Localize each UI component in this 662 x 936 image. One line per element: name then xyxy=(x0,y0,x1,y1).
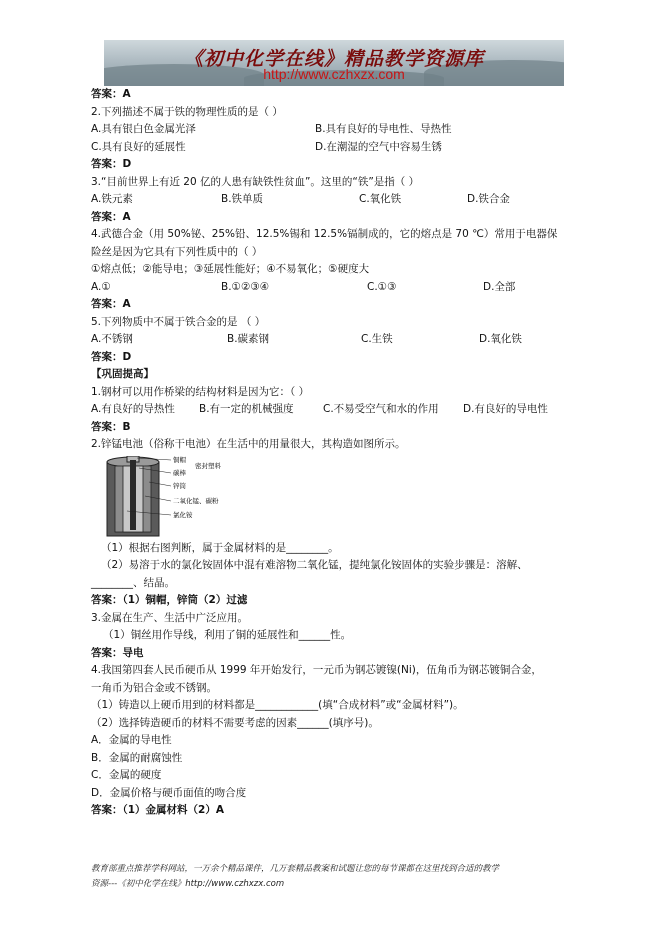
practice-2-part1: （1）根据右图判断，属于金属材料的是________。 xyxy=(101,541,339,554)
option-d: D.全部 xyxy=(483,280,516,293)
document-body xyxy=(91,86,591,820)
option-c: C.具有良好的延展性 xyxy=(91,140,186,153)
footer-line-2: 资源---《初中化学在线》http://www.czhxzx.com xyxy=(91,879,285,889)
option-a: A.有良好的导热性 xyxy=(91,403,175,415)
option-a: A.铁元素 xyxy=(91,193,133,205)
answer-1: 答案：A xyxy=(91,88,131,100)
label-carbon-rod: 碳棒 xyxy=(173,468,186,477)
practice-3-part1: （1）铜丝用作导线，利用了铜的延展性和______性。 xyxy=(103,629,352,641)
practice-4-line2: 一角币为铝合金或不锈钢。 xyxy=(91,681,217,694)
label-mno2-carbon: 二氧化锰、碳粉 xyxy=(173,496,219,505)
practice-1: 1.钢材可以用作桥梁的结构材料是因为它：（ ） xyxy=(91,385,310,398)
dry-cell-battery-diagram xyxy=(105,456,235,538)
practice-4-option-b: B．金属的耐腐蚀性 xyxy=(91,751,183,764)
question-5-options xyxy=(91,331,591,349)
answer-3: 答案：A xyxy=(91,210,131,223)
answer-2: 答案：D xyxy=(91,158,132,170)
practice-1-options xyxy=(91,401,591,419)
question-2-options-row1 xyxy=(91,121,591,139)
header-banner xyxy=(104,40,564,86)
footer-line-1: 教育部重点推荐学科网站，一万余个精品课件，几万套精品教案和试题让您的每节课都在这里找到合适的教学 xyxy=(91,864,500,874)
practice-4-part2: （2）选择铸造硬币的材料不需要考虑的因素______(填序号)。 xyxy=(91,716,379,729)
option-a: A.不锈钢 xyxy=(91,333,133,345)
practice-2-part2b: ________、结晶。 xyxy=(91,576,175,589)
label-copper-cap: 铜帽 xyxy=(173,455,186,464)
practice-answer-2: 答案：（1）铜帽，锌筒（2）过滤 xyxy=(91,594,248,606)
question-4-line1: 4.武德合金（用 50%铋、25%铅、12.5%锡和 12.5%镉制成的，它的熔点是 70 ℃）常用于电器保 xyxy=(91,228,558,240)
question-2: 2.下列描述不属于铁的物理性质的是（ ） xyxy=(91,105,283,118)
option-d: D.有良好的导电性 xyxy=(463,403,548,415)
option-b: B.①②③④ xyxy=(221,280,270,293)
option-c: C.生铁 xyxy=(361,333,393,345)
option-c: C.不易受空气和水的作用 xyxy=(323,403,439,415)
option-d: D.铁合金 xyxy=(467,193,510,205)
question-5: 5.下列物质中不属于铁合金的是 （ ） xyxy=(91,315,266,328)
question-2-options-row2 xyxy=(91,139,591,157)
label-sealing-plastic: 密封塑料 xyxy=(195,461,221,470)
banner-url: http://www.czhxzx.com xyxy=(263,66,405,82)
question-4-options xyxy=(91,279,591,297)
option-b: B.碳素钢 xyxy=(227,333,270,345)
practice-answer-4: 答案：（1）金属材料（2）A xyxy=(91,804,224,816)
option-c: C.氧化铁 xyxy=(359,193,402,205)
option-a: A.① xyxy=(91,280,111,293)
battery-figure xyxy=(105,454,591,540)
answer-5: 答案：D xyxy=(91,350,132,363)
practice-4-line1: 4.我国第四套人民币硬币从 1999 年开始发行，一元币为钢芯镀镍(Ni)，伍角币为钢芯镀铜合金， xyxy=(91,664,542,676)
section-heading: 【巩固提高】 xyxy=(91,368,154,380)
practice-4-option-c: C．金属的硬度 xyxy=(91,769,162,781)
option-b: B.具有良好的导电性、导热性 xyxy=(315,123,452,135)
banner-title: 《初中化学在线》精品教学资源库 xyxy=(183,48,484,70)
option-a: A.具有银白色金属光泽 xyxy=(91,123,196,135)
question-3: 3.“目前世界上有近 20 亿的人患有缺铁性贫血”。这里的“铁”是指（ ） xyxy=(91,175,420,188)
practice-2-part2a: （2）易溶于水的氯化铵固体中混有难溶物二氧化锰，提纯氯化铵固体的实验步骤是：溶解、 xyxy=(101,559,528,571)
option-d: D.在潮湿的空气中容易生锈 xyxy=(315,140,442,153)
question-4-line2: 险丝是因为它具有下列性质中的（ ） xyxy=(91,245,263,258)
option-c: C.①③ xyxy=(367,280,397,293)
question-3-options xyxy=(91,191,591,209)
practice-answer-1: 答案：B xyxy=(91,420,131,433)
practice-3: 3.金属在生产、生活中广泛应用。 xyxy=(91,611,249,624)
label-nh4cl: 氯化铵 xyxy=(173,510,193,519)
label-zinc-can: 锌筒 xyxy=(173,481,186,490)
option-d: D.氧化铁 xyxy=(479,333,522,345)
practice-2: 2.锌锰电池（俗称干电池）在生活中的用量很大，其构造如图所示。 xyxy=(91,438,406,450)
practice-4-part1: （1）铸造以上硬币用到的材料都是____________(填“合成材料”或“金属材料”)。 xyxy=(91,699,464,711)
answer-4: 答案：A xyxy=(91,298,131,310)
page-footer xyxy=(91,862,581,892)
practice-4-option-a: A．金属的导电性 xyxy=(91,734,172,746)
practice-4-option-d: D．金属价格与硬币面值的吻合度 xyxy=(91,786,247,799)
practice-answer-3: 答案：导电 xyxy=(91,646,144,659)
option-b: B.有一定的机械强度 xyxy=(199,403,294,415)
question-4-line3: ①熔点低；②能导电；③延展性能好；④不易氧化；⑤硬度大 xyxy=(91,263,370,275)
option-b: B.铁单质 xyxy=(221,193,264,205)
